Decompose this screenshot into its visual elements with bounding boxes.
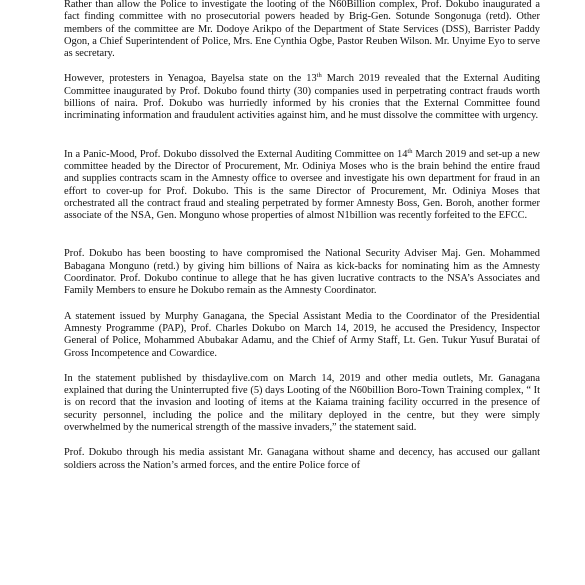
document-body (64, 0, 540, 485)
paragraph-accusation-armed-forces: Prof. Dokubo through his media assistant Mr. Ganagana without shame and decency, has accused our gallant soldiers across the Nation’s armed forces, and the entire Police force of (64, 447, 540, 471)
paragraph-committee-dissolved (64, 149, 540, 223)
ordinal-suffix: th (316, 72, 322, 80)
paragraph-thisdaylive-report: In the statement published by thisdaylive.com on March 14, 2019 and other media outlets, Mr. Ganagana explained that during the Uninterrupted five (5) days Looting of the N60billion Boro-Town Training complex, “ It is on record that the invasion and looting of items at the Kaiama training facility occurred in the presence of security personnel, including the police and the military deployed in the centre, but they were simply overwhelmed by the numerical strength of the massive invaders,” the statement said. (64, 372, 540, 434)
paragraph-nsa-compromise: Prof. Dokubo has been boosting to have compromised the National Security Adviser Maj. Gen. Mohammed Babagana Monguno (retd.) by giving him billions of Naira as kick-backs for nominating him as the Amnesty Coordinator. Prof. Dokubo continue to allege that he has given lucrative contracts to the NSA’s Associates and Family Members to ensure he Dokubo remain as the Amnesty Coordinator. (64, 248, 540, 297)
paragraph-ganagana-statement: A statement issued by Murphy Ganagana, the Special Assistant Media to the Coordinator of the Presidential Amnesty Programme (PAP), Prof. Charles Dokubo on March 14, 2019, he accused the Presidency, Inspector General of Police, Mohammed Abubakar Adamu, and the Chief of Army Staff, Lt. Gen. Tukur Yusuf Buratai of Gross Incompetence and Cowardice. (64, 310, 540, 359)
paragraph-external-auditing-committee (64, 73, 540, 122)
paragraph-segment: March 2019 revealed that the External Auditing Committee inaugurated by Prof. Dokubo found thirty (30) companies used in perpetrating contract frauds worth billions of naira. Prof. Dokubo was hurriedly informed by his cronies that the External Committee found incriminating information and fraudulent activities against him, and he must dissolve the committee with urgency. (64, 73, 540, 122)
paragraph-segment: However, protesters in Yenagoa, Bayelsa state on the 13 (64, 73, 317, 85)
paragraph-fact-finding-committee: Rather than allow the Police to investigate the looting of the N60Billion complex, Prof. Dokubo inaugurated a fact finding committee with no prosecutorial powers headed by Brig-Gen. Sotunde Songonuga (retd). Other members of the committee are Mr. Dodoye Arikpo of the Department of State Services (DSS), Barrister Paddy Ogon, a Chief Superintendent of Police, Mrs. Ene Cynthia Ogbe, Pastor Reuben Wilson. Mr. Unyime Eyo to serve as secretary. (64, 0, 540, 60)
ordinal-suffix: th (407, 147, 413, 155)
paragraph-segment: March 2019 and set-up a new committee headed by the Director of Procurement, Mr. Odiniya Moses who is the brain behind the entire fraud and supplies contracts scam in the Amnesty office to oversee and investigate his own department for fraud in an effort to cover-up for Prof. Dokubo. This is the same Director of Procurement, Mr. Odiniya Moses that orchestrated all the contract fraud and stealing perpetrated by former Amnesty Boss, Gen. Boroh, another former associate of the NSA, Gen. Monguno whose properties of almost N1billion was recently forfeited to the EFCC. (64, 148, 540, 222)
paragraph-segment: In a Panic-Mood, Prof. Dokubo dissolved the External Auditing Committee on 14 (64, 148, 408, 160)
